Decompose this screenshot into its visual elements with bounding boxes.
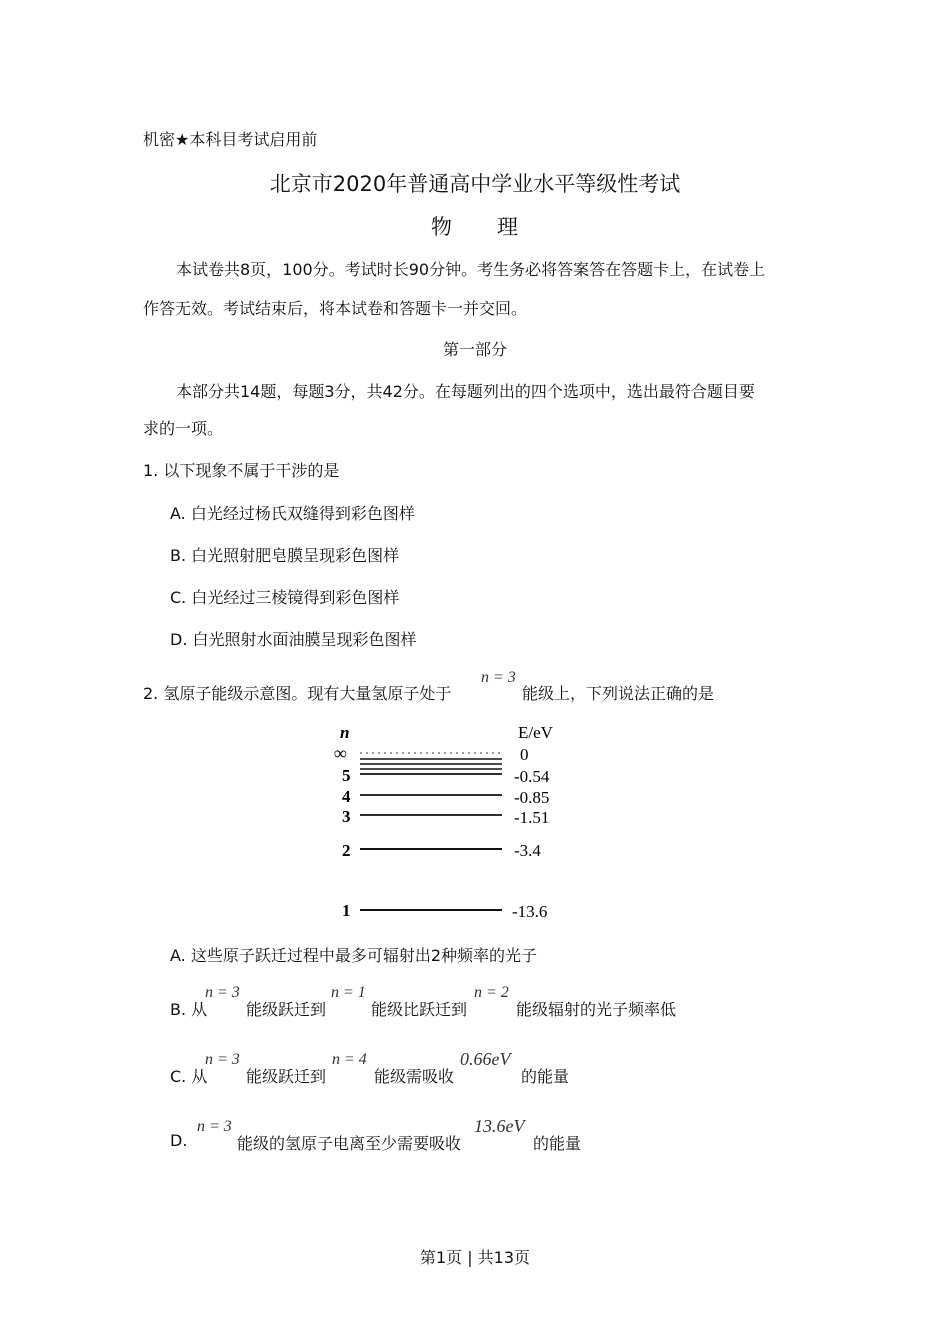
page-footer: 第1页 | 共13页 [419,1248,531,1267]
q2-option-d-math-2: 13.6eV [474,1116,525,1136]
q2-option-b-text-2: 能级比跃迁到 [371,1000,468,1019]
q2-option-b-math-2: n = 1 [331,984,366,1001]
confidential-label: 机密★本科目考试启用前 [143,130,318,149]
q2-option-c-prefix: C. 从 [170,1067,208,1086]
q2-option-c-math-1: n = 3 [205,1051,240,1068]
level-label-2: 2 [342,841,351,860]
energy-level-diagram [320,716,590,928]
intro-line-1: 本试卷共8页，100分。考试时长90分钟。考生务必将答案答在答题卡上，在试卷上 [176,260,766,279]
q2-option-b-math-3: n = 2 [474,984,509,1001]
exam-title: 北京市2020年普通高中学业水平等级性考试 [269,172,681,196]
q2-stem-pre: 2. 氢原子能级示意图。现有大量氢原子处于 [143,684,452,703]
q2-option-d-prefix: D. [170,1131,188,1150]
q2-option-d-text-2: 的能量 [533,1134,582,1153]
q2-option-b-text-1: 能级跃迁到 [246,1000,327,1019]
part-instructions-line-1: 本部分共14题，每题3分，共42分。在每题列出的四个选项中，选出最符合题目要 [176,382,755,401]
n-axis-label: n [340,723,350,742]
level-label-infinity: ∞ [334,743,347,763]
q2-stem-math: n = 3 [481,669,516,686]
level-energy-1: -13.6 [512,902,548,921]
q2-option-b-text-3: 能级辐射的光子频率低 [516,1000,677,1019]
q2-stem-post: 能级上，下列说法正确的是 [522,684,715,703]
q1-stem: 1. 以下现象不属于干涉的是 [143,461,340,480]
level-label-1: 1 [342,901,351,920]
q2-option-b-prefix: B. 从 [170,1000,208,1019]
q2-option-c-math-3: 0.66eV [460,1049,511,1069]
q2-option-c-text-3: 的能量 [521,1067,570,1086]
level-energy-3: -1.51 [514,808,550,827]
level-label-3: 3 [342,807,351,826]
q2-option-b-math-1: n = 3 [205,984,240,1001]
q1-option-d: D. 白光照射水面油膜呈现彩色图样 [170,630,417,649]
level-energy-4: -0.85 [514,788,550,807]
q1-option-c: C. 白光经过三棱镜得到彩色图样 [170,588,400,607]
level-energy-5: -0.54 [514,767,550,786]
energy-axis-label: E/eV [518,723,553,742]
q2-option-d-math-1: n = 3 [197,1118,232,1135]
q2-option-c-math-2: n = 4 [332,1051,367,1068]
subject-title: 物 理 [431,215,519,239]
level-energy-infinity: 0 [520,745,529,764]
level-label-5: 5 [342,766,351,785]
q1-option-a: A. 白光经过杨氏双缝得到彩色图样 [170,504,415,523]
q1-option-b: B. 白光照射肥皂膜呈现彩色图样 [170,546,400,565]
level-energy-2: -3.4 [514,841,541,860]
level-label-4: 4 [342,787,351,806]
part-instructions-line-2: 求的一项。 [143,419,224,438]
intro-line-2: 作答无效。考试结束后，将本试卷和答题卡一并交回。 [143,299,528,318]
part-title: 第一部分 [442,340,507,359]
q2-option-c-text-1: 能级跃迁到 [246,1067,327,1086]
q2-option-a: A. 这些原子跃迁过程中最多可辐射出2种频率的光子 [170,946,538,965]
q2-option-d-text-1: 能级的氢原子电离至少需要吸收 [237,1134,462,1153]
q2-option-c-text-2: 能级需吸收 [374,1067,455,1086]
